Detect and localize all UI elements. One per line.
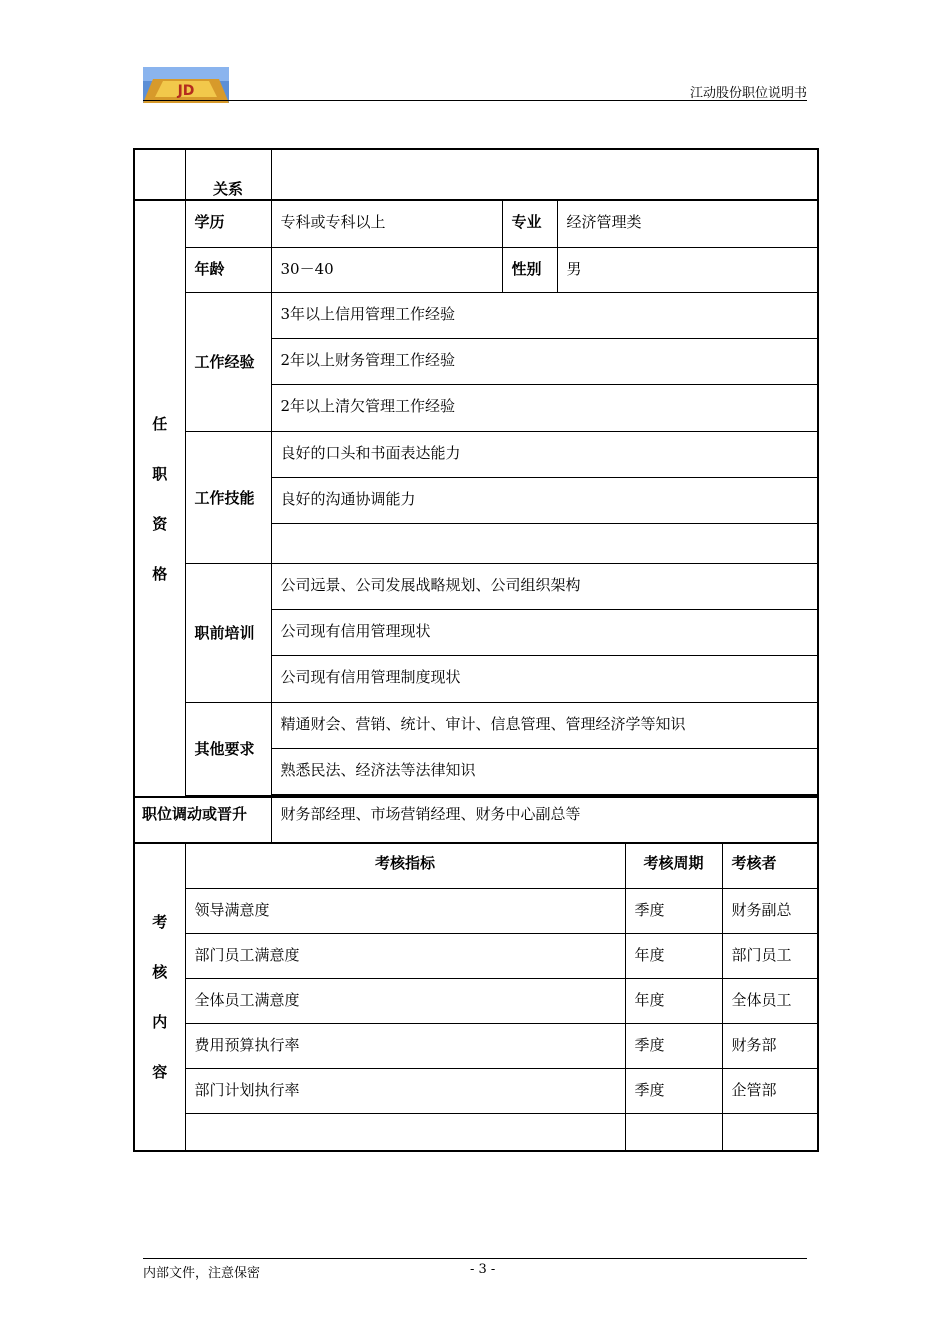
- training-item: 公司现有信用管理制度现状: [271, 655, 818, 702]
- header-period: 考核周期: [625, 843, 722, 888]
- experience-item: 3年以上信用管理工作经验: [271, 292, 818, 338]
- qualification-section-label: 任 职 资 格: [134, 200, 185, 797]
- footer-rule: [143, 1258, 807, 1259]
- age-label: 年龄: [185, 247, 271, 292]
- skill-item: 良好的沟通协调能力: [271, 477, 818, 523]
- skills-label: 工作技能: [185, 431, 271, 563]
- training-item: 公司现有信用管理现状: [271, 609, 818, 655]
- other-requirement-item: 熟悉民法、经济法等法律知识: [271, 748, 818, 795]
- indicator-cell: 费用预算执行率: [185, 1023, 625, 1068]
- period-cell: 年度: [625, 933, 722, 978]
- training-label: 职前培训: [185, 563, 271, 702]
- assessor-cell: [722, 1113, 818, 1151]
- skill-item: [271, 523, 818, 563]
- table-row: [134, 1113, 818, 1151]
- education-label: 学历: [185, 200, 271, 247]
- indicator-cell: 全体员工满意度: [185, 978, 625, 1023]
- header-assessor: 考核者: [722, 843, 818, 888]
- experience-item: 2年以上清欠管理工作经验: [271, 384, 818, 431]
- other-requirement-item: 精通财会、营销、统计、审计、信息管理、管理经济学等知识: [271, 702, 818, 748]
- indicator-cell: [185, 1113, 625, 1151]
- major-label: 专业: [502, 200, 557, 247]
- period-cell: 年度: [625, 978, 722, 1023]
- relation-content: [271, 149, 818, 200]
- assessor-cell: 全体员工: [722, 978, 818, 1023]
- skill-item: 良好的口头和书面表达能力: [271, 431, 818, 477]
- promotion-value: 财务部经理、市场营销经理、财务中心副总等: [271, 797, 818, 843]
- confidential-note: 内部文件，注意保密: [143, 1266, 261, 1281]
- logo-text: JD: [177, 83, 195, 99]
- relation-blank: [134, 149, 185, 200]
- period-cell: 季度: [625, 888, 722, 933]
- header-rule: [143, 100, 807, 101]
- promotion-label: 职位调动或晋升: [134, 797, 271, 843]
- indicator-cell: 部门计划执行率: [185, 1068, 625, 1113]
- header-indicator: 考核指标: [185, 843, 625, 888]
- job-description-table: [133, 148, 819, 1152]
- education-value: 专科或专科以上: [271, 200, 502, 247]
- major-value: 经济管理类: [557, 200, 818, 247]
- experience-item: 2年以上财务管理工作经验: [271, 338, 818, 384]
- period-cell: 季度: [625, 1023, 722, 1068]
- gender-value: 男: [557, 247, 818, 292]
- assessor-cell: 财务部: [722, 1023, 818, 1068]
- experience-label: 工作经验: [185, 292, 271, 431]
- period-cell: [625, 1113, 722, 1151]
- age-value: 30－40: [271, 247, 502, 292]
- period-cell: 季度: [625, 1068, 722, 1113]
- document-title: 江动股份职位说明书: [689, 86, 807, 101]
- table-row: [134, 888, 818, 933]
- company-logo: [143, 67, 229, 103]
- table-row: [134, 1068, 818, 1113]
- table-row: [134, 933, 818, 978]
- gender-label: 性别: [502, 247, 557, 292]
- table-row: [134, 978, 818, 1023]
- assessor-cell: 企管部: [722, 1068, 818, 1113]
- other-requirements-label: 其他要求: [185, 702, 271, 795]
- assessor-cell: 部门员工: [722, 933, 818, 978]
- indicator-cell: 部门员工满意度: [185, 933, 625, 978]
- relation-label: 关系: [185, 149, 271, 200]
- indicator-cell: 领导满意度: [185, 888, 625, 933]
- assessor-cell: 财务副总: [722, 888, 818, 933]
- assessment-section-label: 考 核 内 容: [134, 843, 185, 1151]
- table-row: [134, 1023, 818, 1068]
- training-item: 公司远景、公司发展战略规划、公司组织架构: [271, 563, 818, 609]
- page-number: - 3 -: [470, 1262, 496, 1277]
